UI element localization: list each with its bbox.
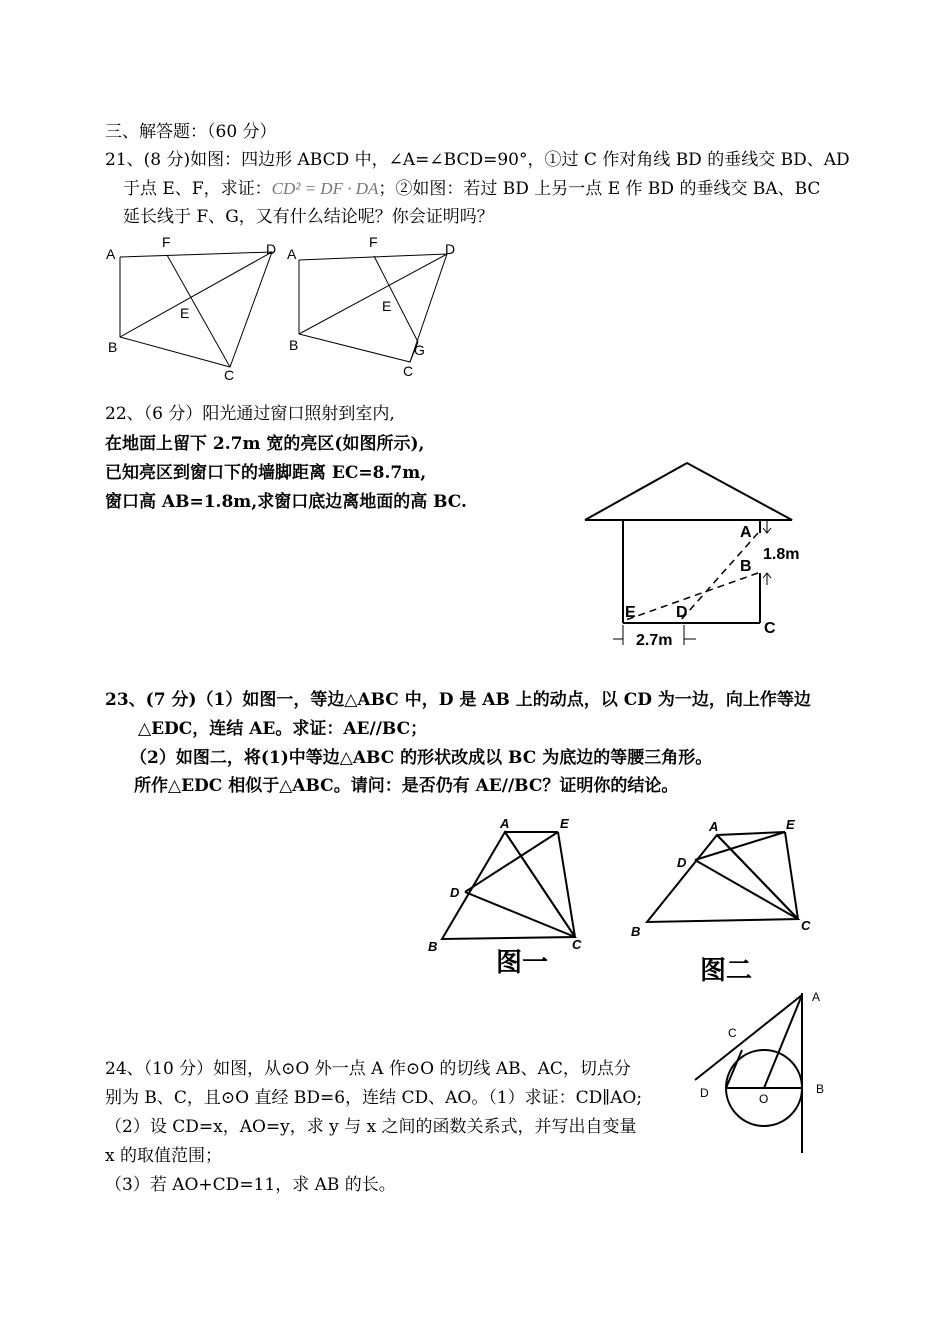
q23-caption-1: 图一 <box>496 948 549 978</box>
q21-fig1-diagonal-bd <box>120 252 272 337</box>
q23-line4: 所作△EDC 相似于△ABC。请问：是否仍有 AE//BC？证明你的结论。 <box>134 776 679 796</box>
q24-label-c: C <box>728 1026 737 1040</box>
q21-fig2-label-f: F <box>369 234 378 250</box>
q22-label-c: C <box>764 620 776 637</box>
q23-fig1-label-c: C <box>572 937 582 952</box>
q23-fig2-label-b: B <box>631 924 641 939</box>
q21-fig2-label-c: C <box>403 363 414 379</box>
q23-fig2-segment-ac <box>717 835 798 919</box>
q23-fig2-label-e: E <box>786 817 795 832</box>
q23-line2: △EDC，连结 AE。求证：AE//BC； <box>138 719 428 739</box>
q21-fig1-segment-cf <box>167 255 230 367</box>
q22-line1: 22、（6 分）阳光通过窗口照射到室内, <box>105 404 395 424</box>
q21-fig1-label-a: A <box>106 246 116 262</box>
q24-label-o: O <box>759 1092 769 1106</box>
q23-fig2-triangle-abc <box>647 835 798 922</box>
q23-fig2-label-c: C <box>801 918 811 933</box>
q23-figure-2 <box>625 812 825 952</box>
q24-line4: x 的取值范围； <box>105 1146 222 1166</box>
q22-line3: 已知亮区到窗口下的墙脚距离 EC=8.7m, <box>105 463 427 483</box>
q22-line4: 窗口高 AB=1.8m,求窗口底边离地面的高 BC. <box>105 492 467 512</box>
q23-fig1-segment-ec <box>558 832 575 937</box>
q24-label-d: D <box>700 1086 709 1100</box>
q21-fig1-label-e: E <box>180 305 190 321</box>
q24-segment-cd <box>726 1050 742 1088</box>
q21-line2-suffix: ；②如图：若过 BD 上另一点 E 作 BD 的垂线交 BA、BC <box>378 179 821 199</box>
q23-line1: 23、(7 分)（1）如图一，等边△ABC 中，D 是 AB 上的动点，以 CD 为一边，向上作等边 <box>105 690 811 710</box>
q21-fig2-segment-fg <box>374 256 418 342</box>
q24-line3: （2）设 CD=x，AO=y，求 y 与 x 之间的函数关系式，并写出自变量 <box>105 1117 637 1137</box>
q23-fig1-label-d: D <box>450 885 460 900</box>
q24-label-b: B <box>816 1082 825 1096</box>
q24-tangent-ac <box>695 995 802 1080</box>
q24-circle-figure <box>692 985 837 1160</box>
q23-fig2-label-a: A <box>709 819 719 834</box>
q21-fig2-label-g: G <box>414 342 425 358</box>
q23-fig1-label-b: B <box>428 939 438 954</box>
q23-fig2-segment-ec <box>785 832 798 919</box>
q21-line2-prefix: 于点 E、F，求证： <box>123 179 272 199</box>
q21-fig1-quadrilateral <box>120 252 272 367</box>
q21-fig1-label-f: F <box>162 234 171 250</box>
q24-line1: 24、（10 分）如图，从⊙O 外一点 A 作⊙O 的切线 AB、AC，切点分 <box>105 1059 631 1079</box>
q24-line2: 别为 B、C，且⊙O 直经 BD=6，连结 CD、AO。（1）求证：CD∥AO; <box>105 1088 643 1108</box>
q21-fig2-diagonal-bd <box>299 254 447 334</box>
q22-house-figure <box>580 455 810 655</box>
q21-figure-1 <box>100 232 290 382</box>
q24-line5: （3）若 AO+CD=11，求 AB 的长。 <box>105 1175 396 1195</box>
q22-line2: 在地面上留下 2.7m 宽的亮区(如图所示), <box>105 434 425 454</box>
q23-fig1-segment-ac <box>505 832 575 937</box>
q21-line2 <box>123 178 820 200</box>
q22-label-e: E <box>625 604 636 621</box>
q21-fig2-label-a: A <box>287 246 297 262</box>
q23-fig2-label-d: D <box>677 855 687 870</box>
q22-label-ab-length: 1.8m <box>763 546 800 563</box>
q23-fig1-triangle-abc <box>442 832 575 939</box>
q21-figure-2 <box>282 232 472 382</box>
q21-fig1-label-b: B <box>108 339 118 355</box>
q23-fig1-label-a: A <box>500 816 510 831</box>
q21-line1: 21、(8 分)如图：四边形 ABCD 中，∠A=∠BCD=90°，①过 C 作对角线 BD 的垂线交 BD、AD <box>105 150 850 170</box>
q23-fig1-segment-dc <box>465 892 575 937</box>
q21-fig2-label-e: E <box>382 298 392 314</box>
q22-label-b: B <box>740 558 752 575</box>
q22-light-ray-lower <box>623 573 758 621</box>
q22-label-ed-length: 2.7m <box>636 632 673 649</box>
q21-line3: 延长线于 F、G，又有什么结论呢？你会证明吗？ <box>123 207 494 227</box>
q21-fig1-label-c: C <box>224 367 235 382</box>
q23-figure-1 <box>420 812 590 962</box>
q22-label-a: A <box>740 524 752 541</box>
section-title: 三、解答题：（60 分） <box>105 122 277 142</box>
q23-line3: （2）如图二，将(1)中等边△ABC 的形状改成以 BC 为底边的等腰三角形。 <box>130 748 713 768</box>
q21-fig2-label-b: B <box>289 337 299 353</box>
q21-fig1-label-d: D <box>266 241 277 257</box>
q23-fig2-segment-dc <box>695 860 798 919</box>
q21-formula: CD² = DF · DA <box>271 179 379 198</box>
q22-label-d: D <box>676 604 688 621</box>
q24-label-a: A <box>812 990 821 1004</box>
q23-caption-2: 图二 <box>700 956 753 986</box>
q23-fig1-label-e: E <box>560 816 569 831</box>
q21-fig2-label-d: D <box>445 241 456 257</box>
q22-roof <box>585 463 792 520</box>
